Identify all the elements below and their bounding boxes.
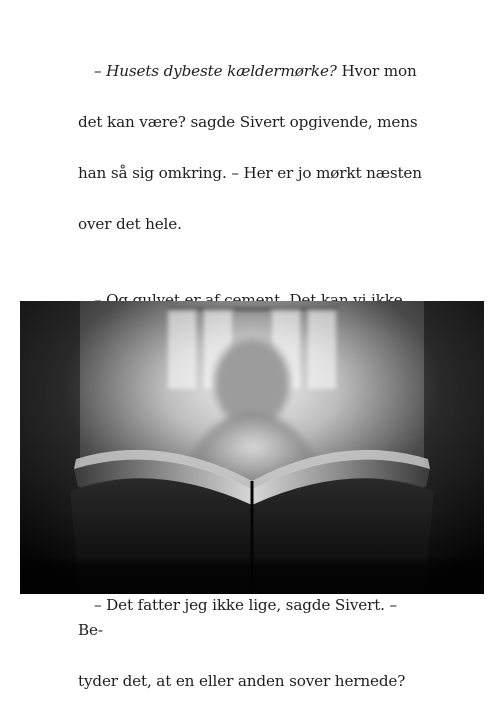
book-illustration xyxy=(20,301,484,594)
italic-text: – Husets dybeste kældermørke? xyxy=(94,62,337,81)
text-line: tyder det, at en eller anden sover hernede? xyxy=(78,672,406,691)
illustration-svg xyxy=(20,301,484,594)
text-line xyxy=(78,59,423,84)
text-line: over det hele. xyxy=(78,214,182,233)
paragraph-1 xyxy=(78,34,423,263)
vignette-right xyxy=(424,301,484,594)
vignette-left xyxy=(20,301,80,594)
text-line: – Det fatter jeg ikke lige, sagde Sivert. – Be- xyxy=(78,595,397,640)
text-line: det kan være? sagde Sivert opgivende, mens xyxy=(78,113,418,132)
floor-shadow xyxy=(20,561,484,594)
line-text: Hvor mon xyxy=(336,62,417,81)
text-line: han så sig omkring. – Her er jo mørkt næsten xyxy=(78,164,422,183)
